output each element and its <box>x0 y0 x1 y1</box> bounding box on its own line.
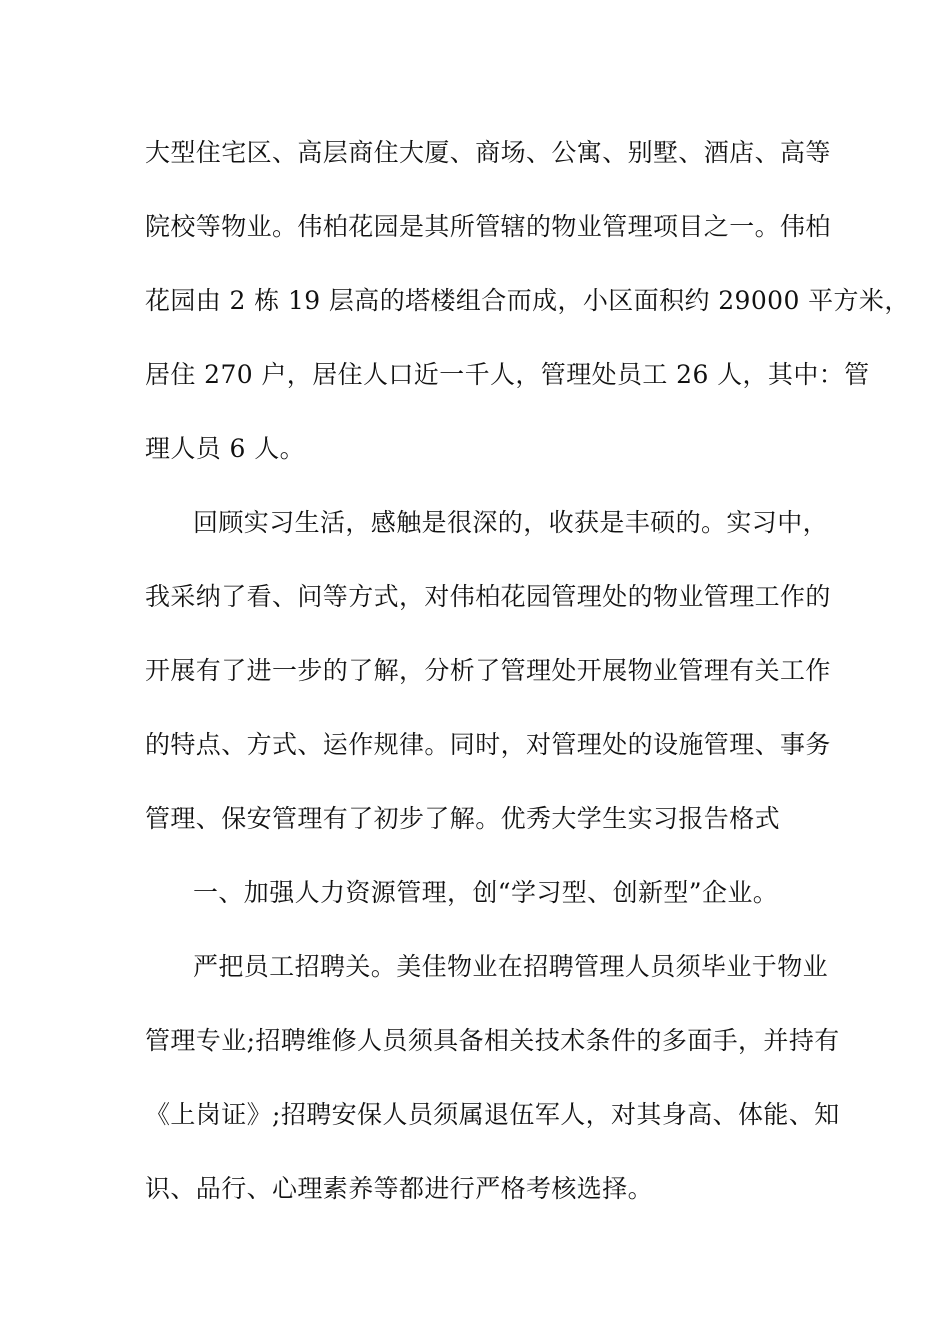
text-line: 居住 270 户，居住人口近一千人，管理处员工 26 人，其中：管 <box>145 360 870 389</box>
text-line: 的特点、方式、运作规律。同时，对管理处的设施管理、事务 <box>145 730 831 759</box>
text-line: 管理、保安管理有了初步了解。优秀大学生实习报告格式 <box>145 804 781 833</box>
text-line: 《上岗证》;招聘安保人员须属退伍军人，对其身高、体能、知 <box>145 1100 840 1129</box>
text-line: 花园由 2 栋 19 层高的塔楼组合而成，小区面积约 29000 平方米， <box>145 286 910 315</box>
text-line: 开展有了进一步的了解，分析了管理处开展物业管理有关工作 <box>145 656 831 685</box>
text-line: 院校等物业。伟柏花园是其所管辖的物业管理项目之一。伟柏 <box>145 212 831 241</box>
text-line: 大型住宅区、高层商住大厦、商场、公寓、别墅、酒店、高等 <box>145 138 831 167</box>
text-line: 识、品行、心理素养等都进行严格考核选择。 <box>145 1174 654 1203</box>
paragraph-start-line: 严把员工招聘关。美佳物业在招聘管理人员须毕业于物业 <box>193 952 829 981</box>
text-line: 管理专业;招聘维修人员须具备相关技术条件的多面手，并持有 <box>145 1026 840 1055</box>
text-line: 理人员 6 人。 <box>145 434 305 463</box>
text-line: 我采纳了看、问等方式，对伟柏花园管理处的物业管理工作的 <box>145 582 831 611</box>
paragraph-start-line: 回顾实习生活，感触是很深的，收获是丰硕的。实习中， <box>193 508 829 537</box>
section-heading: 一、加强人力资源管理，创“学习型、创新型”企业。 <box>193 878 779 907</box>
